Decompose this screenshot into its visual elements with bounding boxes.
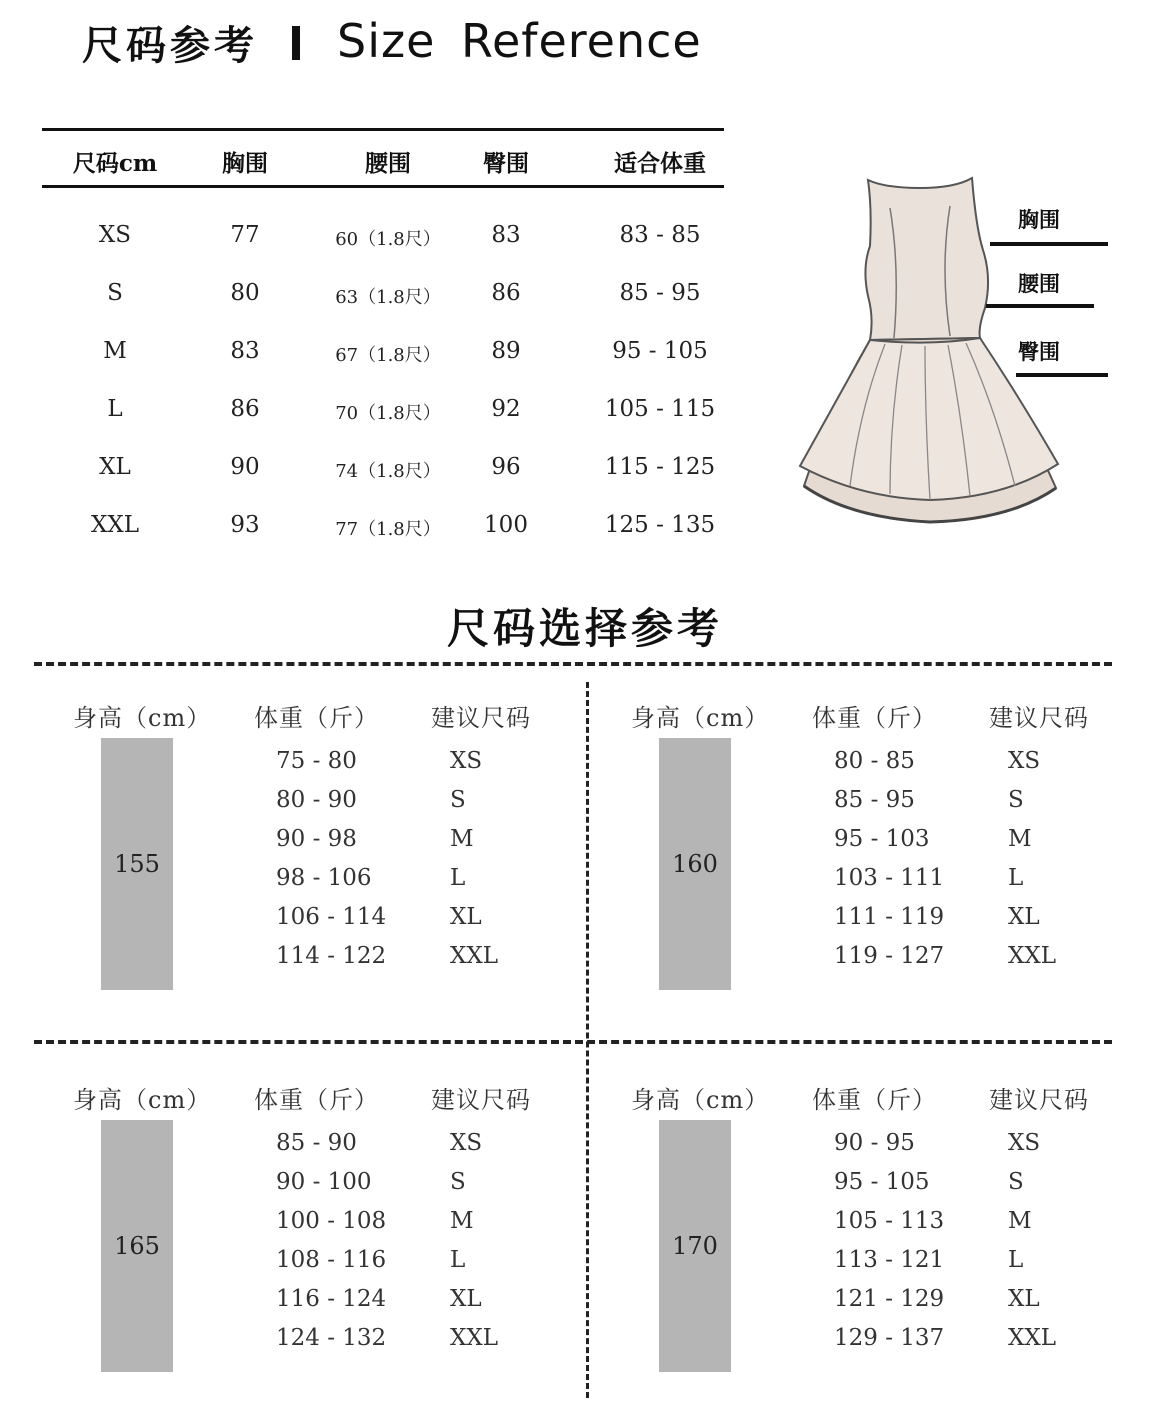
suggested-size: M xyxy=(1008,1208,1032,1234)
guide-top-divider xyxy=(34,662,1112,666)
cell-waist: 74（1.8尺） xyxy=(335,461,441,482)
guide-row xyxy=(36,1130,596,1168)
cell-chest: 90 xyxy=(230,454,260,480)
guide-row xyxy=(594,943,1154,981)
header-size: 尺码cm xyxy=(72,150,158,177)
suggested-size: XXL xyxy=(1008,943,1057,969)
cell-weight: 125 - 135 xyxy=(604,512,716,538)
weight-range: 121 - 129 xyxy=(834,1286,945,1312)
guide-weight-header: 体重（斤） xyxy=(812,704,937,732)
guide-size-header: 建议尺码 xyxy=(431,1086,531,1114)
table-header-rule xyxy=(42,185,724,188)
cell-weight: 95 - 105 xyxy=(612,338,708,364)
cell-size: L xyxy=(107,396,123,422)
cell-waist: 63（1.8尺） xyxy=(335,287,441,308)
weight-range: 85 - 90 xyxy=(276,1130,357,1156)
guide-row xyxy=(36,943,596,981)
height-value: 160 xyxy=(672,850,718,878)
guide-size-header: 建议尺码 xyxy=(989,704,1089,732)
dress-label-waist: 腰围 xyxy=(1018,271,1060,296)
cell-waist: 67（1.8尺） xyxy=(335,345,441,366)
cell-chest: 77 xyxy=(230,222,260,248)
guide-block xyxy=(36,698,596,1028)
page-title-chinese: 尺码参考 xyxy=(82,22,258,69)
weight-range: 80 - 85 xyxy=(834,748,915,774)
guide-row xyxy=(594,748,1154,786)
size-row xyxy=(0,222,760,262)
guide-row xyxy=(594,1130,1154,1168)
suggested-size: L xyxy=(450,865,466,891)
guide-row xyxy=(594,1208,1154,1246)
guide-row xyxy=(36,1247,596,1285)
cell-waist: 70（1.8尺） xyxy=(335,403,441,424)
cell-hip: 89 xyxy=(491,338,521,364)
guide-row xyxy=(36,787,596,825)
weight-range: 119 - 127 xyxy=(834,943,945,969)
cell-chest: 86 xyxy=(230,396,260,422)
weight-range: 114 - 122 xyxy=(276,943,387,969)
cell-size: M xyxy=(103,338,127,364)
weight-range: 90 - 95 xyxy=(834,1130,915,1156)
guide-row xyxy=(36,1169,596,1207)
guide-row xyxy=(594,1169,1154,1207)
cell-weight: 115 - 125 xyxy=(604,454,716,480)
table-top-rule xyxy=(42,128,724,131)
header-hip: 臀围 xyxy=(483,150,529,177)
suggested-size: L xyxy=(1008,1247,1024,1273)
cell-hip: 86 xyxy=(491,280,521,306)
weight-range: 106 - 114 xyxy=(276,904,387,930)
size-row xyxy=(0,338,760,378)
guide-weight-header: 体重（斤） xyxy=(812,1086,937,1114)
suggested-size: S xyxy=(1008,1169,1024,1195)
weight-range: 100 - 108 xyxy=(276,1208,387,1234)
height-value: 155 xyxy=(114,850,160,878)
suggested-size: M xyxy=(450,1208,474,1234)
cell-chest: 83 xyxy=(230,338,260,364)
guide-block xyxy=(594,1080,1154,1410)
guide-height-header: 身高（cm） xyxy=(631,1086,770,1114)
guide-title: 尺码选择参考 xyxy=(446,604,723,653)
guide-row xyxy=(594,1286,1154,1324)
weight-range: 108 - 116 xyxy=(276,1247,387,1273)
size-row xyxy=(0,512,760,552)
guide-block xyxy=(36,1080,596,1410)
guide-block xyxy=(594,698,1154,1028)
weight-range: 98 - 106 xyxy=(276,865,372,891)
guide-row xyxy=(36,1325,596,1363)
height-value: 165 xyxy=(114,1232,160,1260)
page-title-english: Size Reference xyxy=(337,14,702,68)
weight-range: 105 - 113 xyxy=(834,1208,945,1234)
weight-range: 116 - 124 xyxy=(276,1286,387,1312)
weight-range: 111 - 119 xyxy=(834,904,945,930)
suggested-size: S xyxy=(450,1169,466,1195)
suggested-size: XS xyxy=(1008,748,1041,774)
suggested-size: M xyxy=(1008,826,1032,852)
suggested-size: XS xyxy=(450,1130,483,1156)
cell-size: XL xyxy=(99,454,131,480)
header-weight: 适合体重 xyxy=(614,150,706,177)
cell-size: XXL xyxy=(90,512,140,538)
cell-size: S xyxy=(107,280,123,306)
cell-size: XS xyxy=(98,222,132,248)
guide-middle-divider xyxy=(34,1040,1112,1044)
guide-height-header: 身高（cm） xyxy=(73,1086,212,1114)
guide-row xyxy=(36,865,596,903)
weight-range: 103 - 111 xyxy=(834,865,945,891)
guide-row xyxy=(594,787,1154,825)
weight-range: 75 - 80 xyxy=(276,748,357,774)
suggested-size: L xyxy=(450,1247,466,1273)
weight-range: 85 - 95 xyxy=(834,787,915,813)
guide-row xyxy=(36,904,596,942)
suggested-size: XL xyxy=(1008,904,1040,930)
suggested-size: XS xyxy=(1008,1130,1041,1156)
cell-chest: 80 xyxy=(230,280,260,306)
size-row xyxy=(0,396,760,436)
cell-waist: 60（1.8尺） xyxy=(335,229,441,250)
size-row xyxy=(0,454,760,494)
suggested-size: S xyxy=(450,787,466,813)
guide-size-header: 建议尺码 xyxy=(431,704,531,732)
suggested-size: S xyxy=(1008,787,1024,813)
suggested-size: XS xyxy=(450,748,483,774)
guide-row xyxy=(36,748,596,786)
guide-row xyxy=(594,1325,1154,1363)
weight-range: 95 - 105 xyxy=(834,1169,930,1195)
suggested-size: XL xyxy=(450,1286,482,1312)
guide-weight-header: 体重（斤） xyxy=(254,704,379,732)
guide-weight-header: 体重（斤） xyxy=(254,1086,379,1114)
cell-weight: 105 - 115 xyxy=(604,396,716,422)
dress-label-chest: 胸围 xyxy=(1018,207,1060,232)
dress-label-hip: 臀围 xyxy=(1018,339,1060,364)
cell-waist: 77（1.8尺） xyxy=(335,519,441,540)
suggested-size: XXL xyxy=(450,1325,499,1351)
header-chest: 胸围 xyxy=(222,150,268,177)
suggested-size: M xyxy=(450,826,474,852)
weight-range: 95 - 103 xyxy=(834,826,930,852)
suggested-size: L xyxy=(1008,865,1024,891)
weight-range: 80 - 90 xyxy=(276,787,357,813)
suggested-size: XXL xyxy=(450,943,499,969)
cell-hip: 83 xyxy=(491,222,521,248)
guide-row xyxy=(594,865,1154,903)
cell-hip: 96 xyxy=(491,454,521,480)
suggested-size: XL xyxy=(450,904,482,930)
weight-range: 129 - 137 xyxy=(834,1325,945,1351)
guide-row xyxy=(36,1286,596,1324)
weight-range: 90 - 100 xyxy=(276,1169,372,1195)
dress-illustration xyxy=(790,168,1120,528)
weight-range: 113 - 121 xyxy=(834,1247,945,1273)
guide-row xyxy=(36,1208,596,1246)
guide-row xyxy=(594,1247,1154,1285)
height-value: 170 xyxy=(672,1232,718,1260)
cell-hip: 92 xyxy=(491,396,521,422)
weight-range: 124 - 132 xyxy=(276,1325,387,1351)
guide-row xyxy=(36,826,596,864)
size-row xyxy=(0,280,760,320)
guide-height-header: 身高（cm） xyxy=(73,704,212,732)
guide-size-header: 建议尺码 xyxy=(989,1086,1089,1114)
cell-hip: 100 xyxy=(484,512,528,538)
cell-chest: 93 xyxy=(230,512,260,538)
cell-weight: 83 - 85 xyxy=(619,222,701,248)
guide-height-header: 身高（cm） xyxy=(631,704,770,732)
header-waist: 腰围 xyxy=(365,150,411,177)
guide-row xyxy=(594,826,1154,864)
cell-weight: 85 - 95 xyxy=(619,280,701,306)
title-divider xyxy=(292,26,300,60)
suggested-size: XL xyxy=(1008,1286,1040,1312)
guide-row xyxy=(594,904,1154,942)
suggested-size: XXL xyxy=(1008,1325,1057,1351)
weight-range: 90 - 98 xyxy=(276,826,357,852)
